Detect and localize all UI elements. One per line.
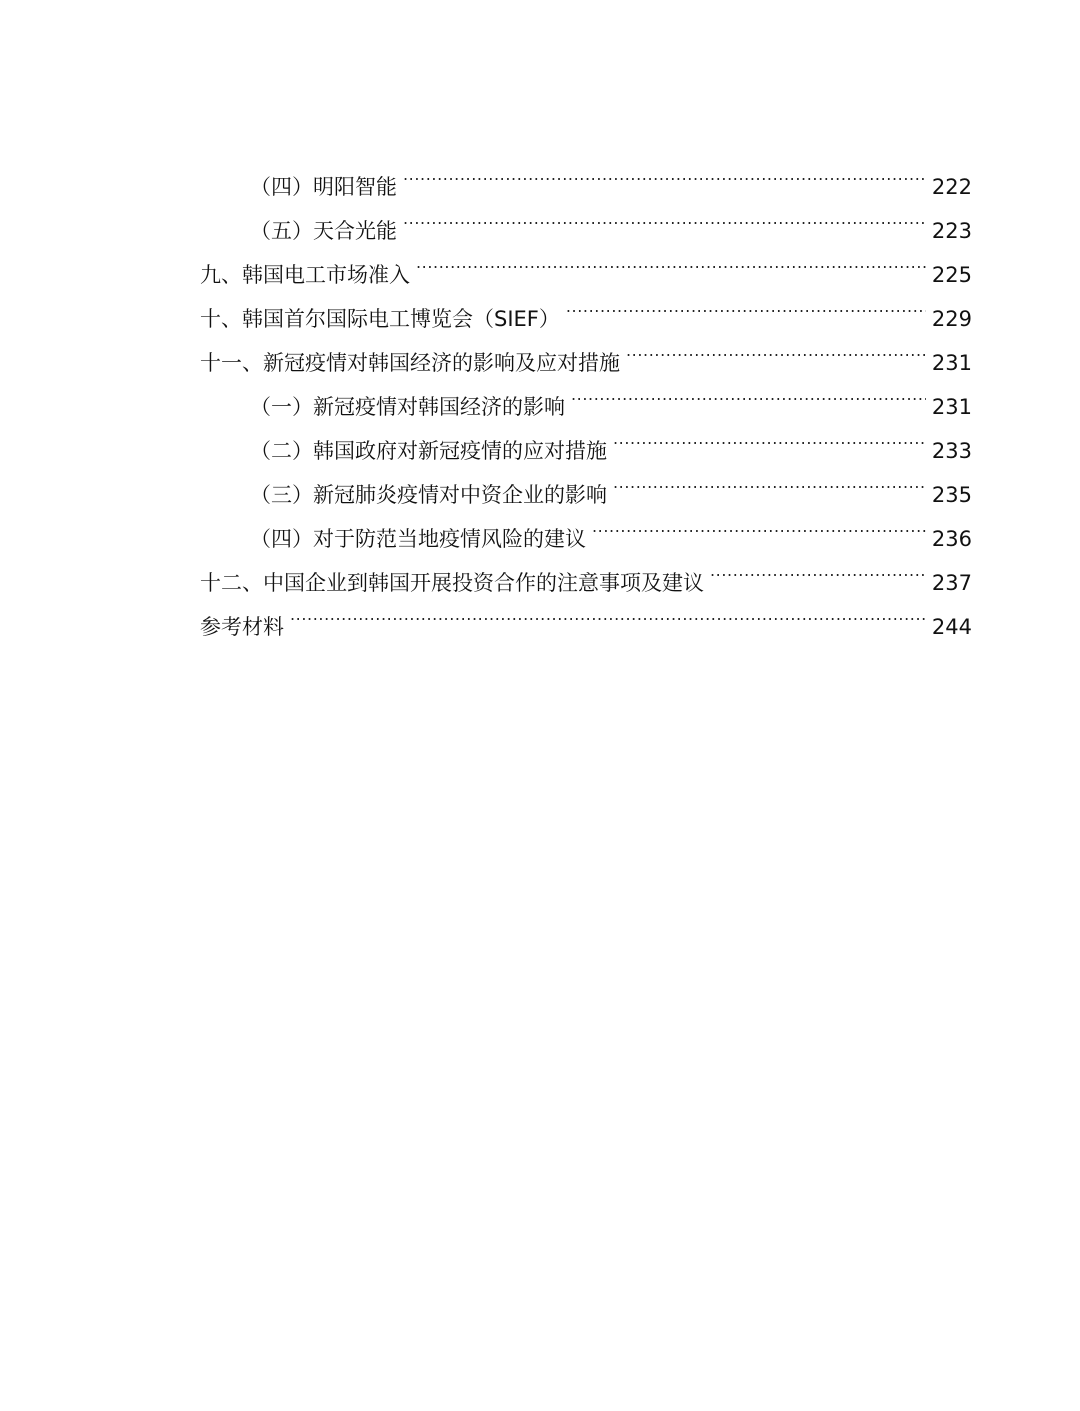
toc-dot-leader xyxy=(290,590,926,634)
toc-dot-leader xyxy=(592,502,926,546)
toc-entry-title: （四）明阳智能 xyxy=(250,175,397,199)
toc-entry-page: 237 xyxy=(931,571,972,595)
toc-entry-page: 229 xyxy=(931,307,972,331)
toc-entry-title: 十、韩国首尔国际电工博览会（SIEF） xyxy=(200,307,560,331)
toc-entry-page: 222 xyxy=(931,175,972,199)
toc-entry[interactable] xyxy=(200,150,972,199)
toc-dot-leader xyxy=(403,150,926,194)
toc-entry-title: （一）新冠疫情对韩国经济的影响 xyxy=(250,395,565,419)
toc-dot-leader xyxy=(566,282,926,326)
toc-entry-title: 十二、中国企业到韩国开展投资合作的注意事项及建议 xyxy=(200,571,704,595)
toc-entry-title: 九、韩国电工市场准入 xyxy=(200,263,410,287)
toc-entry-title: （四）对于防范当地疫情风险的建议 xyxy=(250,527,586,551)
toc-entry-page: 231 xyxy=(931,395,972,419)
toc-dot-leader xyxy=(571,370,926,414)
toc-entry-page: 235 xyxy=(931,483,972,507)
toc-entry-title: （五）天合光能 xyxy=(250,219,397,243)
table-of-contents xyxy=(200,150,972,639)
toc-entry-page: 236 xyxy=(931,527,972,551)
toc-dot-leader xyxy=(416,238,926,282)
toc-dot-leader xyxy=(613,458,926,502)
toc-entry-page: 233 xyxy=(931,439,972,463)
toc-dot-leader xyxy=(403,194,926,238)
toc-entry-page: 225 xyxy=(931,263,972,287)
toc-dot-leader xyxy=(710,546,926,590)
toc-entry-page: 223 xyxy=(931,219,972,243)
toc-entry-page: 231 xyxy=(931,351,972,375)
toc-entry-title: （二）韩国政府对新冠疫情的应对措施 xyxy=(250,439,607,463)
toc-entry-title: （三）新冠肺炎疫情对中资企业的影响 xyxy=(250,483,607,507)
toc-dot-leader xyxy=(613,414,926,458)
toc-dot-leader xyxy=(626,326,926,370)
toc-entry-page: 244 xyxy=(931,615,972,639)
toc-entry[interactable] xyxy=(200,590,972,639)
toc-entry-title: 参考材料 xyxy=(200,615,284,639)
toc-entry-title: 十一、新冠疫情对韩国经济的影响及应对措施 xyxy=(200,351,620,375)
